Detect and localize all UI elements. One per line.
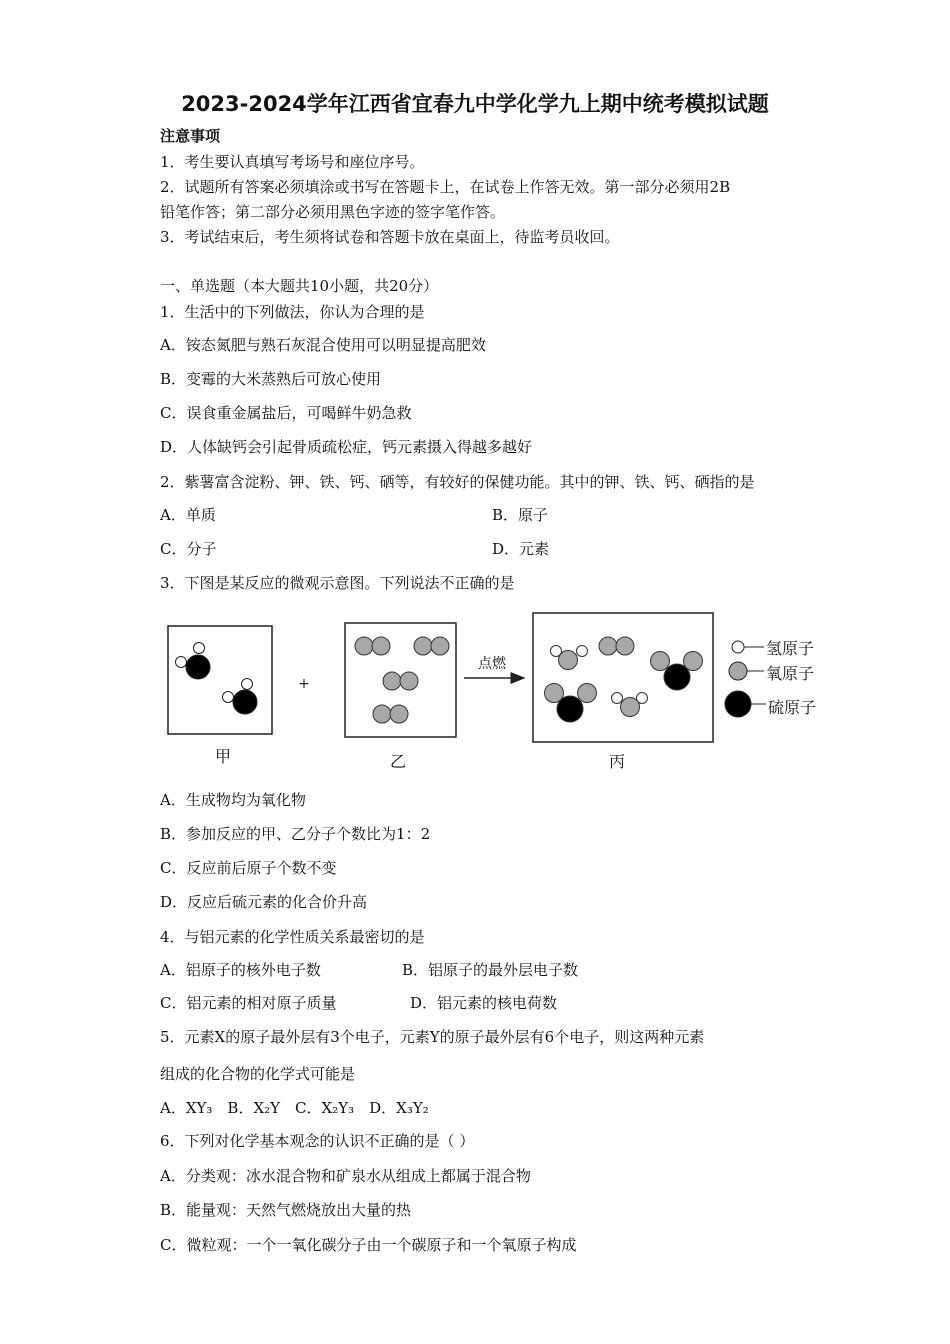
- q1-option-d: D．人体缺钙会引起骨质疏松症，钙元素摄入得越多越好: [160, 438, 533, 456]
- notice-item: 铅笔作答；第二部分必须用黑色字迹的签字笔作答。: [160, 203, 506, 221]
- notice-item: 2．试题所有答案必须填涂或书写在答题卡上，在试卷上作答无效。第一部分必须用2B: [160, 178, 731, 196]
- section-heading: 一、单选题（本大题共10小题，共20分）: [160, 277, 439, 295]
- h2o-molecule: [612, 693, 648, 717]
- q2-option-c: C．分子: [160, 540, 217, 558]
- box-label-b: 乙: [390, 752, 407, 771]
- q4-option-a: A．铝原子的核外电子数: [160, 961, 321, 979]
- legend-hydrogen-label: 氢原子: [766, 639, 815, 658]
- legend-oxygen-label: 氧原子: [766, 664, 815, 683]
- h2s-molecule: [223, 679, 258, 715]
- question-stem-4: 4．与铝元素的化学性质关系最密切的是: [160, 928, 425, 946]
- plus-sign: +: [298, 676, 310, 692]
- q6-option-a: A．分类观：冰水混合物和矿泉水从组成上都属于混合物: [160, 1167, 531, 1185]
- q2-option-a: A．单质: [160, 506, 216, 524]
- box-label-c: 丙: [609, 752, 626, 771]
- q4-option-d: D．铝元素的核电荷数: [410, 994, 558, 1012]
- page-title: 2023-2024学年江西省宜春九中学化学九上期中统考模拟试题: [181, 92, 769, 116]
- q1-option-c: C．误食重金属盐后，可喝鲜牛奶急救: [160, 404, 412, 422]
- q3-option-b: B．参加反应的甲、乙分子个数比为1：2: [160, 825, 431, 843]
- q5-options: A．XY₃ B．X₂Y C．X₂Y₃ D．X₃Y₂: [160, 1099, 429, 1117]
- box-label-a: 甲: [215, 747, 232, 766]
- legend-hydrogen-symbol: [732, 641, 764, 653]
- h2o-molecule: [551, 646, 588, 670]
- o2-molecule: [414, 637, 449, 655]
- q2-option-b: B．原子: [492, 506, 549, 524]
- notice-heading: 注意事项: [160, 127, 221, 145]
- q6-option-b: B．能量观：天然气燃烧放出大量的热: [160, 1201, 412, 1219]
- reactant-a-box: [168, 626, 272, 734]
- so2-molecule: [651, 652, 703, 691]
- q1-option-b: B．变霉的大米蒸熟后可放心使用: [160, 370, 382, 388]
- question-stem-5-cont: 组成的化合物的化学式可能是: [160, 1065, 356, 1083]
- q1-option-a: A．铵态氮肥与熟石灰混合使用可以明显提高肥效: [160, 336, 486, 354]
- notice-item: 3．考试结束后，考生须将试卷和答题卡放在桌面上，待监考员收回。: [160, 228, 620, 246]
- q6-option-c: C．微粒观：一个一氧化碳分子由一个碳原子和一个氧原子构成: [160, 1236, 577, 1254]
- o2-molecule: [373, 705, 408, 723]
- legend-sulfur-symbol: [725, 691, 766, 717]
- q3-option-d: D．反应后硫元素的化合价升高: [160, 893, 368, 911]
- o2-molecule: [355, 637, 390, 655]
- question-stem-3: 3．下图是某反应的微观示意图。下列说法不正确的是: [160, 574, 515, 592]
- question-stem-2: 2．紫薯富含淀粉、钾、铁、钙、硒等，有较好的保健功能。其中的钾、铁、钙、硒指的是: [160, 473, 755, 491]
- question-stem-5: 5．元素X的原子最外层有3个电子，元素Y的原子最外层有6个电子，则这两种元素: [160, 1028, 705, 1046]
- q3-option-c: C．反应前后原子个数不变: [160, 859, 337, 877]
- notice-item: 1．考生要认真填写考场号和座位序号。: [160, 153, 425, 171]
- h2s-molecule: [176, 643, 211, 680]
- o2-molecule: [599, 637, 634, 655]
- legend-oxygen-symbol: [729, 662, 764, 680]
- q4-option-b: B．铝原子的最外层电子数: [402, 961, 579, 979]
- question-stem-6: 6．下列对化学基本观念的认识不正确的是（ ）: [160, 1132, 475, 1150]
- q4-option-c: C．铝元素的相对原子质量: [160, 994, 337, 1012]
- q2-option-d: D．元素: [492, 540, 550, 558]
- legend-sulfur-label: 硫原子: [768, 698, 817, 717]
- o2-molecule: [383, 672, 418, 690]
- arrow-label: 点燃: [478, 656, 506, 672]
- so2-molecule: [545, 684, 597, 723]
- q3-option-a: A．生成物均为氧化物: [160, 791, 306, 809]
- question-stem-1: 1．生活中的下列做法，你认为合理的是: [160, 303, 425, 321]
